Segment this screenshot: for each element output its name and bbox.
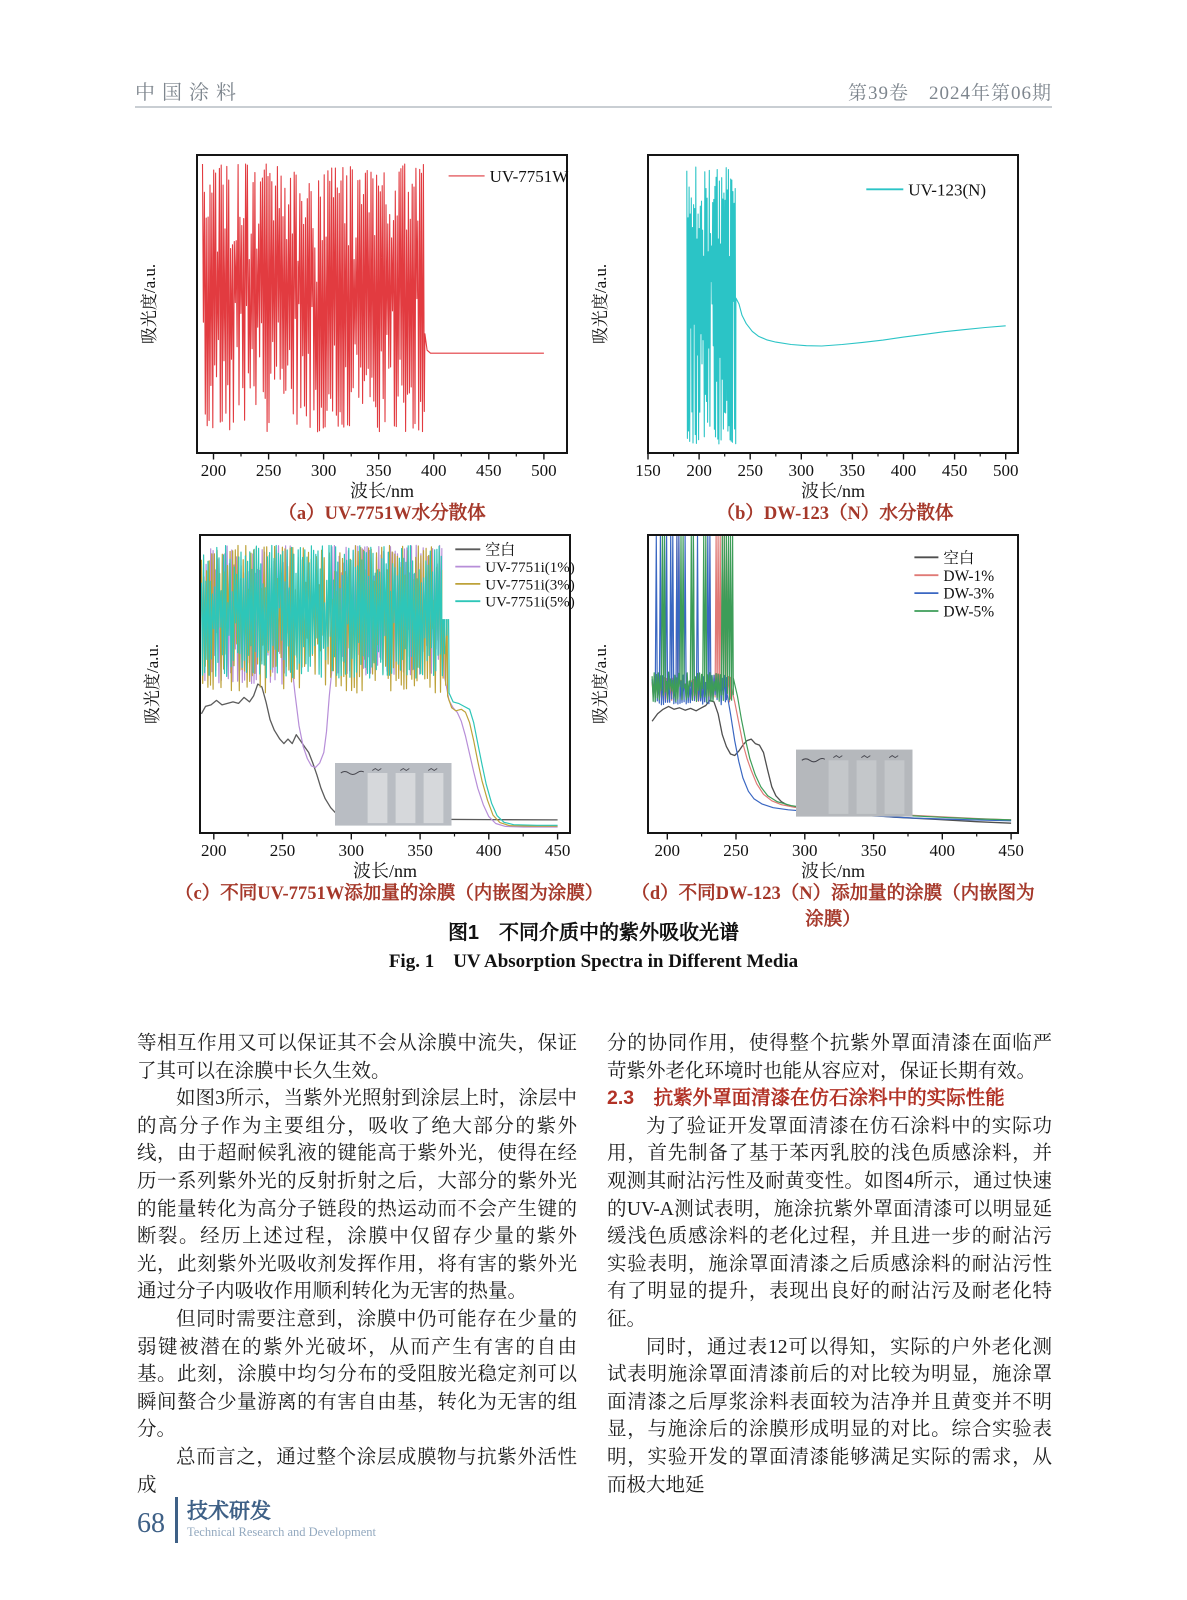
film-strip bbox=[857, 760, 877, 814]
x-tick-label: 300 bbox=[310, 461, 337, 480]
volume-issue: 第39卷 2024年第06期 bbox=[847, 83, 1052, 104]
legend-label: UV-7751i(1%) bbox=[485, 560, 575, 576]
subcaption-a: （a）UV-7751W水分散体 bbox=[278, 504, 486, 524]
spectrum-plot-c bbox=[138, 525, 587, 881]
footer-column-en: Technical Research and Development bbox=[187, 1525, 376, 1539]
x-axis-label: 波长/nm bbox=[800, 481, 866, 501]
paragraph: 等相互作用又可以保证其不会从涂膜中流失，保证了其可以在涂膜中长久生效。 bbox=[137, 1033, 577, 1082]
x-tick-label: 150 bbox=[635, 461, 661, 480]
x-tick-label: 250 bbox=[737, 461, 763, 480]
figure-title-en: Fig. 1 UV Absorption Spectra in Different Media bbox=[388, 951, 799, 972]
spectrum-plot-b bbox=[586, 145, 1035, 501]
x-tick-label: 450 bbox=[476, 461, 502, 480]
paragraph: 分的协同作用，使得整个抗紫外罩面清漆在面临严苛紫外老化环境时也能从容应对，保证长期有效。 bbox=[607, 1033, 1052, 1082]
footer-column-zh: 技术研发 bbox=[187, 1500, 271, 1523]
chart-dw123n-dispersion bbox=[586, 145, 1035, 506]
paragraph: 为了验证开发罩面清漆在仿石涂料中的实际功用，首先制备了基于苯丙乳胶的浅色质感涂料，并观测其耐沾污性及耐黄变性。如图4所示，通过快速的UV-A测试表明，施涂抗紫外罩面清漆可以明显延缓浅色质感涂料的老化过程，并且进一步的耐沾污实验表明，施涂罩面清漆之后质感涂料的耐沾污性有了明显的提升，表现出良好的耐沾污及耐老化特征。 bbox=[607, 1115, 1052, 1330]
legend-label: 空白 bbox=[943, 549, 975, 567]
film-strip bbox=[829, 760, 849, 814]
x-tick-label: 350 bbox=[860, 841, 887, 860]
legend-label: 空白 bbox=[485, 542, 516, 559]
x-tick-label: 450 bbox=[544, 841, 571, 860]
chart-uv7751w-dispersion bbox=[135, 145, 584, 506]
x-tick-label: 350 bbox=[407, 841, 433, 860]
page-number: 68 bbox=[137, 1508, 165, 1539]
spectrum-plot-a bbox=[135, 145, 584, 501]
subcaption-c: （c）不同UV-7751W添加量的涂膜（内嵌图为涂膜） bbox=[175, 884, 604, 904]
subcaption-d: （d）不同DW-123（N）添加量的涂膜（内嵌图为涂膜） bbox=[631, 884, 1035, 930]
spectrum-plot-d bbox=[586, 525, 1035, 881]
paragraph: 同时，通过表12可以得知，实际的户外老化测试表明施涂罩面清漆前后的对比较为明显，施涂罩面清漆之后厚浆涂料表面较为洁净并且黄变并不明显，与施涂后的涂膜形成明显的对比。综合实验表明，实验开发的罩面清漆能够满足实际的需求，从而极大地延 bbox=[607, 1336, 1052, 1496]
page-header bbox=[135, 76, 1052, 105]
legend-label: UV-7751i(5%) bbox=[485, 594, 575, 611]
series-line bbox=[687, 167, 1006, 444]
x-tick-label: 250 bbox=[723, 841, 749, 860]
x-tick-label: 300 bbox=[788, 461, 815, 480]
coating-film-inset-photo bbox=[335, 763, 452, 826]
x-tick-label: 300 bbox=[338, 841, 365, 860]
y-axis-label: 吸光度/a.u. bbox=[140, 263, 159, 345]
legend-label: DW-5% bbox=[943, 603, 995, 621]
x-tick-label: 400 bbox=[476, 841, 502, 860]
x-tick-label: 350 bbox=[839, 461, 866, 480]
series-line bbox=[203, 164, 544, 432]
x-tick-label: 400 bbox=[929, 841, 956, 860]
figure-title-zh: 图1 不同介质中的紫外吸收光谱 bbox=[447, 922, 740, 944]
legend-label: UV-123(N) bbox=[908, 180, 987, 200]
y-axis-label: 吸光度/a.u. bbox=[143, 643, 162, 725]
y-axis-label: 吸光度/a.u. bbox=[591, 643, 610, 725]
text-column-left bbox=[137, 1030, 577, 1499]
x-axis-label: 波长/nm bbox=[352, 861, 418, 881]
x-tick-label: 300 bbox=[792, 841, 818, 860]
x-tick-label: 250 bbox=[269, 841, 296, 860]
x-axis-label: 波长/nm bbox=[800, 861, 866, 881]
film-strip bbox=[885, 760, 905, 814]
x-tick-label: 350 bbox=[365, 461, 392, 480]
x-tick-label: 200 bbox=[654, 841, 681, 860]
legend-label: UV-7751i(3%) bbox=[485, 577, 575, 594]
footer-column-block bbox=[187, 1500, 376, 1540]
paragraph: 但同时需要注意到，涂膜中仍可能存在少量的弱键被潜在的紫外光破坏，从而产生有害的自由基。此刻，涂膜中均匀分布的受阻胺光稳定剂可以瞬间螯合少量游离的有害自由基，转化为无害的组分。 bbox=[137, 1308, 577, 1441]
text-column-right bbox=[607, 1030, 1052, 1499]
x-tick-label: 200 bbox=[200, 461, 227, 480]
x-tick-label: 450 bbox=[941, 461, 968, 480]
x-tick-label: 200 bbox=[201, 841, 227, 860]
footer-divider-bar bbox=[175, 1497, 178, 1543]
chart-dw123n-films bbox=[586, 525, 1035, 886]
subcaption-b: （b）DW-123（N）水分散体 bbox=[716, 504, 954, 524]
legend-label: DW-1% bbox=[943, 567, 995, 585]
x-axis-label: 波长/nm bbox=[349, 481, 415, 501]
x-tick-label: 500 bbox=[531, 461, 557, 480]
coating-film-inset-photo bbox=[796, 750, 913, 817]
x-tick-label: 450 bbox=[998, 841, 1024, 860]
x-tick-label: 500 bbox=[992, 461, 1019, 480]
y-axis-label: 吸光度/a.u. bbox=[591, 263, 610, 345]
film-strip bbox=[396, 773, 416, 823]
legend-label: UV-7751W bbox=[489, 167, 569, 186]
film-strip bbox=[424, 773, 444, 823]
paragraph: 总而言之，通过整个涂层成膜物与抗紫外活性成 bbox=[137, 1446, 577, 1496]
section-heading-2-3: 2.3 抗紫外罩面清漆在仿石涂料中的实际性能 bbox=[607, 1087, 1005, 1110]
chart-uv7751w-films bbox=[138, 525, 587, 886]
header-rule bbox=[135, 106, 1052, 108]
film-strip bbox=[368, 773, 388, 823]
legend-label: DW-3% bbox=[943, 585, 995, 603]
x-tick-label: 400 bbox=[421, 461, 447, 480]
x-tick-label: 400 bbox=[890, 461, 917, 480]
journal-name: 中国涂料 bbox=[135, 82, 243, 104]
page-footer bbox=[137, 1497, 376, 1543]
x-tick-label: 200 bbox=[686, 461, 712, 480]
paragraph: 如图3所示，当紫外光照射到涂层上时，涂层中的高分子作为主要组分，吸收了绝大部分的紫外线，由于超耐候乳液的键能高于紫外光，使得在经历一系列紫外光的反射折射之后，大部分的紫外光的能量转化为高分子链段的热运动而不会产生键的断裂。经历上述过程，涂膜中仅留存少量的紫外光，此刻紫外光吸收剂发挥作用，将有害的紫外光通过分子内吸收作用顺利转化为无害的热量。 bbox=[137, 1088, 577, 1303]
x-tick-label: 250 bbox=[255, 461, 282, 480]
